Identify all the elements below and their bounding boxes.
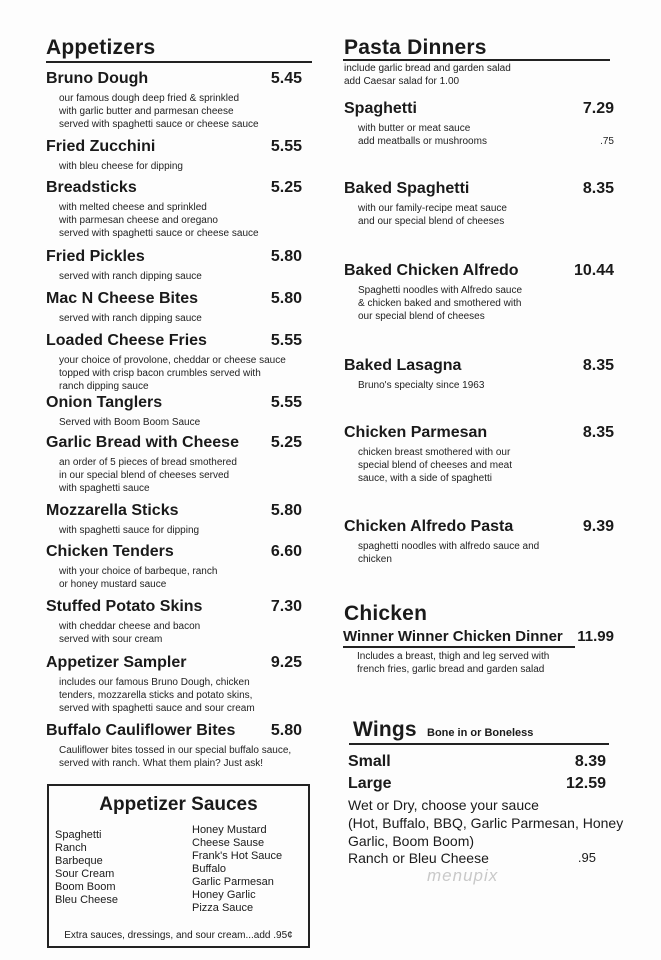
appetizer-name: Loaded Cheese Fries	[46, 332, 207, 349]
chicken-dinner-price: 11.99	[577, 628, 614, 645]
appetizer-price: 5.80	[270, 248, 302, 265]
description-line: our famous dough deep fried & sprinkled	[59, 93, 240, 104]
wings-subtitle: Bone in or Boneless	[427, 727, 534, 739]
description-line: & chicken baked and smothered with	[358, 298, 522, 309]
pasta-description	[358, 446, 512, 485]
description-line: Spaghetti noodles with Alfredo sauce	[358, 285, 522, 296]
sauces-footer: Extra sauces, dressings, and sour cream...add .95¢	[64, 930, 293, 941]
appetizer-price: 5.55	[270, 138, 302, 155]
wings-size-small: Small	[348, 753, 391, 770]
appetizer-price: 5.80	[270, 722, 302, 739]
sauce-item: Bleu Cheese	[55, 894, 118, 906]
description-line: served with ranch dipping sauce	[59, 313, 202, 324]
sauces-column-2	[192, 824, 282, 915]
description-line: with cheddar cheese and bacon	[59, 621, 201, 632]
pasta-note-line: add Caesar salad for 1.00	[344, 76, 460, 87]
pasta-description	[358, 122, 487, 148]
wings-sauce-info	[348, 796, 623, 850]
wings-title: Wings	[353, 718, 417, 741]
sauce-item: Boom Boom	[55, 881, 116, 893]
pasta-description	[358, 284, 522, 323]
description-line: served with ranch dipping sauce	[59, 271, 202, 282]
description-line: our special blend of cheeses	[358, 311, 485, 322]
wings-price-large: 12.59	[565, 775, 606, 792]
appetizer-description	[59, 565, 217, 591]
appetizers-divider	[46, 61, 312, 63]
description-line: chicken	[358, 554, 392, 565]
appetizers-title: Appetizers	[46, 36, 156, 59]
pasta-name: Baked Chicken Alfredo	[344, 262, 519, 279]
appetizer-name: Garlic Bread with Cheese	[46, 434, 239, 451]
description-line: chicken breast smothered with our	[358, 447, 511, 458]
description-line: with spaghetti sauce	[59, 483, 150, 494]
description-line: french fries, garlic bread and garden salad	[357, 664, 545, 675]
description-line: served with spaghetti sauce or cheese sauce	[59, 119, 259, 130]
appetizer-name: Bruno Dough	[46, 70, 149, 87]
description-line: with melted cheese and sprinkled	[59, 202, 207, 213]
sauce-item: Garlic Parmesan	[192, 876, 274, 888]
sauce-item: Sour Cream	[55, 868, 115, 880]
description-line: with garlic butter and parmesan cheese	[59, 106, 234, 117]
sauce-item: Frank's Hot Sauce	[192, 850, 283, 862]
appetizer-price: 5.45	[270, 70, 302, 87]
sauce-item: Spaghetti	[55, 829, 102, 841]
watermark-logo: menupix	[427, 866, 499, 885]
sauce-item: Honey Mustard	[192, 824, 267, 836]
description-line: sauce, with a side of spaghetti	[358, 473, 492, 484]
description-line: served with spaghetti sauce and sour cream	[59, 703, 255, 714]
pasta-name: Chicken Parmesan	[344, 424, 488, 441]
appetizer-name: Appetizer Sampler	[46, 654, 187, 671]
description-line: special blend of cheeses and meat	[358, 460, 512, 471]
pasta-divider	[343, 59, 610, 61]
pasta-price: 8.35	[582, 357, 614, 374]
appetizer-description	[59, 744, 291, 770]
description-line: topped with crisp bacon crumbles served with	[59, 368, 261, 379]
appetizer-description	[59, 92, 259, 131]
sauce-item: Buffalo	[192, 863, 227, 875]
appetizer-name: Stuffed Potato Skins	[46, 598, 203, 615]
pasta-note-line: include garlic bread and garden salad	[344, 63, 511, 74]
appetizer-name: Onion Tanglers	[46, 394, 163, 411]
appetizer-description	[59, 416, 200, 429]
pasta-price: 8.35	[582, 424, 614, 441]
chicken-dinner-description	[357, 650, 549, 676]
wings-extra-name: Ranch or Bleu Cheese	[348, 850, 489, 866]
sauce-item: Barbeque	[55, 855, 103, 867]
description-line: Bruno's specialty since 1963	[358, 380, 485, 391]
description-line: with our family-recipe meat sauce	[358, 203, 507, 214]
description-line: with your choice of barbeque, ranch	[59, 566, 218, 577]
appetizer-name: Mozzarella Sticks	[46, 502, 179, 519]
wings-sauce-line: Wet or Dry, choose your sauce	[348, 797, 539, 813]
description-line: ranch dipping sauce	[59, 381, 149, 392]
pasta-price: 9.39	[582, 518, 614, 535]
sauce-item: Honey Garlic	[192, 889, 256, 901]
appetizer-name: Buffalo Cauliflower Bites	[46, 722, 236, 739]
appetizer-description	[59, 620, 200, 646]
appetizer-price: 6.60	[270, 543, 302, 560]
appetizer-name: Breadsticks	[46, 179, 137, 196]
description-line: served with ranch. What them plain? Just ask!	[59, 758, 263, 769]
appetizer-name: Fried Pickles	[46, 248, 145, 265]
description-line: with butter or meat sauce	[358, 123, 471, 134]
description-line: an order of 5 pieces of bread smothered	[59, 457, 237, 468]
appetizer-name: Chicken Tenders	[46, 543, 174, 560]
description-line: spaghetti noodles with alfredo sauce and	[358, 541, 540, 552]
pasta-title: Pasta Dinners	[344, 36, 487, 59]
description-line: add meatballs or mushrooms	[358, 136, 487, 147]
appetizer-description	[59, 201, 259, 240]
description-line: with spaghetti sauce for dipping	[59, 525, 200, 536]
appetizer-description	[59, 312, 202, 325]
appetizer-price: 9.25	[270, 654, 302, 671]
pasta-description	[358, 540, 539, 566]
sauce-item: Cheese Sause	[192, 837, 265, 849]
pasta-extra-price: .75	[600, 136, 614, 147]
appetizer-price: 5.25	[270, 434, 302, 451]
pasta-name: Chicken Alfredo Pasta	[344, 518, 514, 535]
appetizer-name: Fried Zucchini	[46, 138, 156, 155]
description-line: Served with Boom Boom Sauce	[59, 417, 201, 428]
wings-size-large: Large	[348, 775, 392, 792]
appetizer-name: Mac N Cheese Bites	[46, 290, 199, 307]
description-line: your choice of provolone, cheddar or cheese sauce	[59, 355, 286, 366]
appetizer-description	[59, 524, 199, 537]
pasta-name: Baked Lasagna	[344, 357, 462, 374]
appetizer-description	[59, 160, 183, 173]
pasta-note	[344, 62, 511, 88]
description-line: Cauliflower bites tossed in our special buffalo sauce,	[59, 745, 292, 756]
appetizer-description	[59, 270, 202, 283]
pasta-price: 7.29	[582, 100, 614, 117]
sauce-item: Pizza Sauce	[192, 902, 254, 914]
sauces-column-1	[55, 829, 118, 907]
pasta-name: Baked Spaghetti	[344, 180, 470, 197]
appetizer-price: 5.55	[270, 394, 302, 411]
appetizer-price: 5.55	[270, 332, 302, 349]
description-line: and our special blend of cheeses	[358, 216, 505, 227]
description-line: with bleu cheese for dipping	[59, 161, 183, 172]
description-line: served with sour cream	[59, 634, 163, 645]
wings-divider	[349, 743, 609, 745]
chicken-title: Chicken	[344, 602, 428, 625]
description-line: served with spaghetti sauce or cheese sauce	[59, 228, 259, 239]
appetizer-price: 7.30	[270, 598, 302, 615]
wings-sauce-line: (Hot, Buffalo, BBQ, Garlic Parmesan, Honey	[348, 815, 624, 831]
sauce-item: Ranch	[55, 842, 87, 854]
description-line: includes our famous Bruno Dough, chicken	[59, 677, 250, 688]
appetizer-description	[59, 676, 255, 715]
wings-extra-price: .95	[577, 850, 596, 865]
pasta-price: 8.35	[582, 180, 614, 197]
description-line: tenders, mozzarella sticks and potato skins,	[59, 690, 253, 701]
appetizer-price: 5.80	[270, 502, 302, 519]
wings-sauce-line: Garlic, Boom Boom)	[348, 833, 475, 849]
appetizer-description	[59, 354, 286, 393]
description-line: in our special blend of cheeses served	[59, 470, 230, 481]
pasta-description	[358, 379, 484, 392]
appetizer-sauces-box	[47, 784, 310, 948]
wings-price-small: 8.39	[574, 753, 606, 770]
pasta-price: 10.44	[573, 262, 614, 279]
pasta-name: Spaghetti	[344, 100, 417, 117]
sauces-title: Appetizer Sauces	[99, 794, 258, 815]
description-line: or honey mustard sauce	[59, 579, 167, 590]
appetizer-description	[59, 456, 237, 495]
pasta-description	[358, 202, 507, 228]
appetizer-price: 5.25	[270, 179, 302, 196]
appetizer-price: 5.80	[270, 290, 302, 307]
chicken-dinner-name: Winner Winner Chicken Dinner	[343, 628, 563, 645]
description-line: Includes a breast, thigh and leg served with	[357, 651, 550, 662]
chicken-divider	[343, 646, 575, 648]
description-line: with parmesan cheese and oregano	[59, 215, 218, 226]
